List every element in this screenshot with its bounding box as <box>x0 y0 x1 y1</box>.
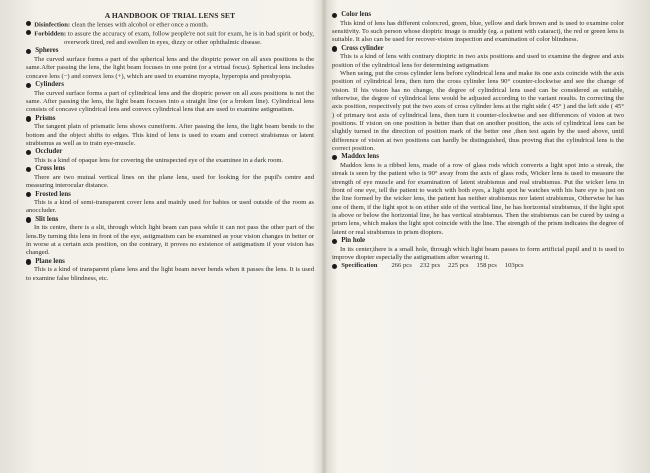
section-heading: Pin hole <box>341 237 366 245</box>
section-heading: Cross lens <box>35 165 66 173</box>
section-spheres <box>26 47 314 81</box>
forbidden-item <box>26 30 314 47</box>
section-maddox-lens <box>332 153 624 237</box>
bullet-icon <box>332 239 337 244</box>
section-paragraph: This is a kind of lens with contrary dioptric in two axis positions and used to examine the degree and axis position of the cylindrical lens for determining astigmatism <box>332 53 624 69</box>
section-heading: Frosted lens <box>35 190 71 198</box>
forbidden-text: to assure the accuracy of exam, follow people're not suit for exam, he is in bad spirit or body, overwork tired, red and swollen in eyes, dizzy or other ophthalmic disease. <box>64 30 314 47</box>
section-heading: Spheres <box>35 47 59 55</box>
spec-value: 103pcs <box>504 262 524 270</box>
bullet-icon <box>332 13 337 18</box>
section-paragraph: This is a kind of opaque lens for covering the uninspected eye of the examinee in a dark room. <box>34 156 284 164</box>
section-paragraph: The curved surface forms a part of cylindrical lens and the dioptric power on all axes positions is not the same. After passing the lens, the light beam focuses into a straight line (or a broken line). Cylindrical lens consists of concave cylindrical lens and convex cylindrical lens that are used to examine astigmatism. <box>26 89 314 114</box>
section-heading: Plane lens <box>35 257 65 265</box>
right-page <box>332 11 624 271</box>
section-heading: Cross cylinder <box>341 44 384 52</box>
bullet-icon <box>26 217 31 222</box>
disinfection-item <box>26 21 314 30</box>
section-cylinders <box>26 81 314 115</box>
section-paragraph: This is a kind of semi-transparent cover lens and mainly used for babies or used outside of the room as anoccluder. <box>26 199 314 215</box>
spec-value: 158 pcs <box>476 262 497 270</box>
spec-value: 225 pcs <box>448 262 469 270</box>
book-gutter <box>321 0 327 473</box>
section-paragraph: The curved surface forms a part of the spherical lens and the dioptric power on all axes positions is the same.After passing the lens, the light beam focuses in one point (or a virtual focus). Spherical lens includes concave lens (−) and convex lens (+), which are used to examine myopia, hyperopia and presbyopia. <box>26 56 314 80</box>
section-prisms <box>26 115 314 149</box>
spec-value: 266 pcs <box>391 262 412 270</box>
section-frosted-lens <box>26 191 314 216</box>
section-heading: Occluder <box>35 148 63 156</box>
disinfection-label: Disinfection: <box>34 21 71 29</box>
section-slit-lens <box>26 216 314 258</box>
bullet-icon <box>332 264 337 269</box>
section-paragraph: In its center,there is a small hole, through which light beam passes to form artificial pupil and it is used to improve diopter especially the astigmatism after wearing it. <box>332 245 624 261</box>
spec-value: 232 pcs <box>419 262 441 270</box>
section-heading: Slit lens <box>35 215 59 223</box>
section-cross-lens <box>26 165 314 190</box>
section-paragraph: In its centre, there is a slit, through which light beam can pass while it can not pass the other part of the lens.By turning this lens in front of the eye, astigmatism can be examined as your vision changes in better or in worse at a certain axis position, on the contrary, it proves no existence of astigmatism if your vision has changed. <box>26 224 314 257</box>
section-color-lens <box>332 11 624 45</box>
section-cross-cylinder <box>332 45 624 154</box>
section-paragraph: This is a kind of transparent plane lens and the light beam never bends when it passes the lens. It is used to examine false blindness, etc. <box>26 266 314 282</box>
section-paragraph: This kind of lens has different colors:red, green, blue, yellow and dark brown and is used to examine color sensitivity. To such person whose dioptric image is muddy (eg. a patient with cataract), the red or green lens is suitable. It also can be used for recover-vision inspection and examination of color blindness. <box>332 19 624 44</box>
section-occluder <box>26 148 314 165</box>
section-pin-hole <box>332 237 624 262</box>
section-heading: Prisms <box>35 114 56 122</box>
specification-label: Specification <box>341 262 378 270</box>
bullet-icon <box>26 30 31 35</box>
bullet-icon <box>26 192 31 197</box>
section-paragraph: The tangent plain of prismatic lens shows cuneiform. After passing the lens, the light beam bends to the bottom and the object shifts to edges. This kind of lens is used to exam and correct strabismus or latent strabismus as well as to train eye-muscle. <box>26 123 314 147</box>
disinfection-text: clean the lenses with alcohol or ether once a month. <box>71 21 209 29</box>
bullet-icon <box>26 150 31 155</box>
forbidden-label: Forbidden: <box>34 30 67 38</box>
left-page <box>26 11 314 283</box>
section-paragraph: When using, put the cross cylinder lens before cylindrical lens and make its one axis coincide with the axis position of cylindrical lens, then turn the cross cylinder lens 90° counter-clockwise and see the change of vision. If his vision has no change, the degree of cylindrical lens used can be considered as suitable, otherwise, the degree of cylindrical lens would be adjusted according to the variant results. In correcting the axis position, respectively put the two axes of cross cylinder lens at the right side ( 45° ) and the left side ( 45° ) of primary test axis of cylindrical lens, then turn it counter-clockwise and see differences of vision at two positions. If vision on one position is better than that on another position, the axis of cylindrical lens can be slightly turned in the direction of position mark of the better one ,then test again by the used above, until difference of vision at two positions can hardly be distinguished, thus proving that the cylindrical lens is the correct position. <box>332 69 624 152</box>
bullet-icon <box>26 259 31 264</box>
bullet-icon <box>332 46 337 51</box>
section-heading: Cylinders <box>35 81 64 89</box>
section-heading: Color lens <box>341 11 372 18</box>
section-paragraph: There are two mutual vertical lines on the plane lens, used for looking for the pupil's centre and measuring interocular distance. <box>26 173 314 190</box>
bullet-icon <box>26 49 31 54</box>
section-plane-lens <box>26 258 314 283</box>
section-heading: Maddox lens <box>341 153 379 161</box>
page-title: A HANDBOOK OF TRIAL LENS SET <box>104 11 236 20</box>
bullet-icon <box>26 167 31 172</box>
specification-row <box>332 262 624 271</box>
bullet-icon <box>26 21 31 26</box>
section-paragraph: Maddox lens is a ribbed lens, made of a row of glass rods which converts a light spot into a streak, the streak is seen by the patient who is 90° away from the axis of glass rods, Wicker lens is used to measure the strength of eye muscle and for examination of latent strabismus and real strabismus. Put the wicker lens in front of one eye, tell the patient to watch with both eyes, a light spot he watches with his bare eye is just on the line formed by the wicker lens, the patient has neither strabismus nor latent strabismus, Otherwise he has one of them, if the light spot is on either side of the vertical line, he has horizontal strabismus, if the light spot is above or below the horizontal line, he has vertical strabismus. Then the strabismus can be cured by using a prism lens, which makes the light spot coincide with the line. The strength of the prism indicates the degree of latent or real strabismus in prism diopters. <box>332 161 624 236</box>
bullet-icon <box>26 83 31 88</box>
bullet-icon <box>26 116 31 121</box>
bullet-icon <box>332 155 337 160</box>
